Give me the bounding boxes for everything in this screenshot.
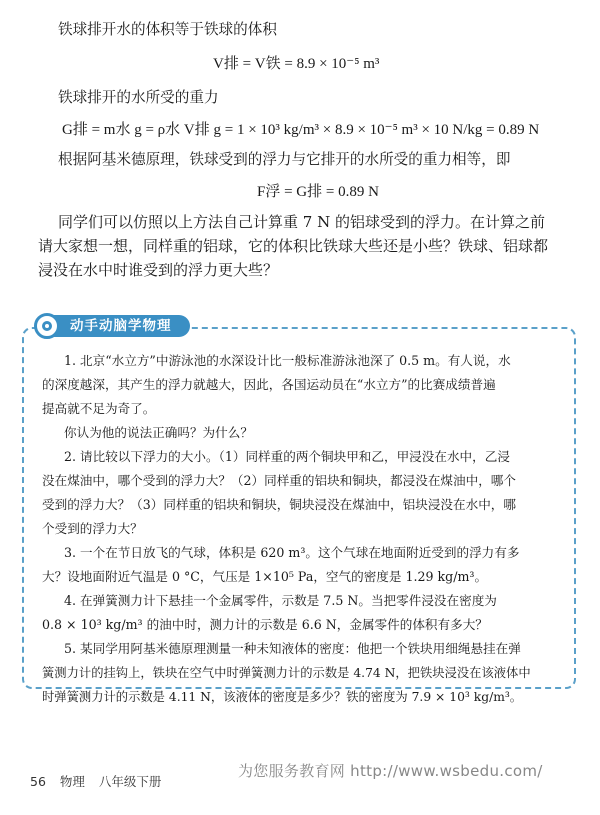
paragraph-line: 浸没在水中时谁受到的浮力更大些？ (38, 261, 279, 279)
book-subject: 物理 (59, 774, 85, 789)
text-line: 铁球排开水的体积等于铁球的体积 (58, 21, 277, 38)
text-line: 铁球排开的水所受的重力 (58, 89, 219, 106)
text-line: 根据阿基米德原理，铁球受到的浮力与它排开的水所受的重力相等，即 (58, 151, 511, 168)
exercise-line: 簧测力计的挂钩上，铁块在空气中时弹簧测力计的示数是 4.74 N，把铁块浸没在该液体中 (42, 666, 531, 680)
exercise-line: 4. 在弹簧测力计下悬挂一个金属零件，示数是 7.5 N。当把零件浸没在密度为 (64, 593, 497, 608)
exercise-line: 2. 请比较以下浮力的大小。（1）同样重的两个铜块甲和乙，甲浸没在水中，乙浸 (64, 449, 510, 464)
exercise-line: 提高就不足为奇了。 (42, 401, 156, 416)
activity-header (34, 312, 190, 340)
book-grade: 八年级下册 (98, 774, 162, 789)
exercise-line: 没在煤油中，哪个受到的浮力大？（2）同样重的铝块和铜块，都浸没在煤油中，哪个 (42, 473, 516, 488)
page-number: 56 (30, 774, 46, 789)
target-icon (34, 313, 60, 339)
equation-buoyancy: F浮 = G排 = 0.89 N (257, 184, 379, 200)
exercise-line: 个受到的浮力大？ (42, 521, 143, 536)
exercise-line: 的深度越深，其产生的浮力就越大，因此，各国运动员在“水立方”的比赛成绩普遍 (42, 377, 496, 392)
exercise-line: 大？设地面附近气温是 0 °C，气压是 1×10⁵ Pa，空气的密度是 1.29 kg/m³。 (42, 569, 488, 584)
paragraph-line: 请大家想一想，同样重的铝球，它的体积比铁球大些还是小些？铁球、铝球都 (38, 237, 549, 255)
exercise-line: 受到的浮力大？（3）同样重的铝块和铜块，铜块浸没在煤油中，铝块浸没在水中，哪 (42, 497, 516, 512)
equation-weight: G排 = m水 g = ρ水 V排 g = 1 × 10³ kg/m³ × 8.9 × 10⁻⁵ m³ × 10 N/kg = 0.89 N (62, 122, 540, 138)
exercise-line: 3. 一个在节日放飞的气球，体积是 620 m³。这个气球在地面附近受到的浮力有多 (64, 545, 520, 560)
exercise-line: 1. 北京“水立方”中游泳池的水深设计比一般标准游泳池深了 0.5 m。有人说，水 (64, 353, 511, 368)
paragraph-line: 同学们可以仿照以上方法自己计算重 7 N 的铝球受到的浮力。在计算之前 (58, 213, 545, 231)
watermark: 为您服务教育网 http://www.wsbedu.com/ (238, 762, 543, 780)
exercise-line: 0.8 × 10³ kg/m³ 的油中时，测力计的示数是 6.6 N，金属零件的体积有多大？ (42, 617, 488, 632)
activity-title: 动手动脑学物理 (54, 315, 190, 337)
equation-volume: V排 = V铁 = 8.9 × 10⁻⁵ m³ (213, 56, 380, 72)
exercise-line: 时弹簧测力计的示数是 4.11 N，该液体的密度是多少？铁的密度为 7.9 × 10³ kg/m³。 (42, 690, 523, 704)
footer (30, 772, 171, 790)
exercise-line: 5. 某同学用阿基米德原理测量一种未知液体的密度：他把一个铁块用细绳悬挂在弹 (64, 641, 521, 656)
exercise-line: 你认为他的说法正确吗？为什么？ (64, 425, 253, 440)
